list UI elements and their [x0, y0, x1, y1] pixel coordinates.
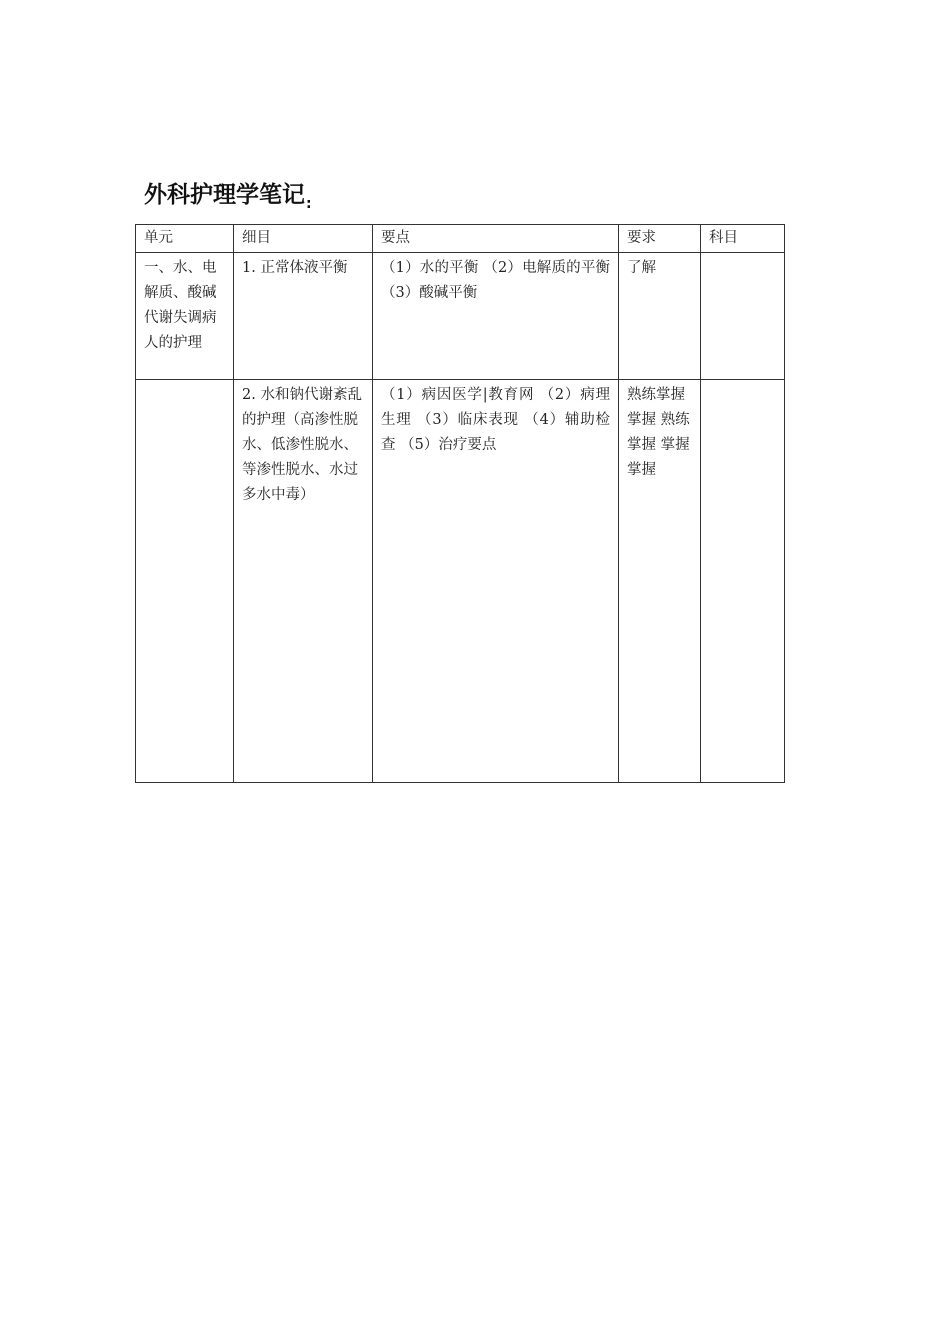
- document-title-suffix: :: [306, 196, 312, 212]
- table-row: [136, 253, 785, 380]
- cell-subject: [701, 380, 785, 783]
- cell-requirement: 了解: [619, 253, 701, 380]
- header-points: 要点: [373, 225, 619, 253]
- document-title: 外科护理学笔记: [144, 182, 305, 208]
- cell-detail: 2. 水和钠代谢紊乱的护理（高渗性脱水、低渗性脱水、等渗性脱水、水过多水中毒）: [234, 380, 373, 783]
- cell-unit: 一、水、电解质、酸碱代谢失调病人的护理: [136, 253, 234, 380]
- header-detail: 细目: [234, 225, 373, 253]
- syllabus-table: [135, 224, 785, 783]
- cell-unit: [136, 380, 234, 783]
- document-title-block: [144, 176, 312, 212]
- cell-points: [373, 380, 619, 783]
- cell-points: [373, 253, 619, 380]
- table-header-row: [136, 225, 785, 253]
- header-requirement: 要求: [619, 225, 701, 253]
- cell-requirement: 熟练掌握 掌握 熟练掌握 掌握 掌握: [619, 380, 701, 783]
- cell-subject: [701, 253, 785, 380]
- cell-detail: 1. 正常体液平衡: [234, 253, 373, 380]
- cell-points-text: （1）病因医学|教育网 （2）病理生理 （3）临床表现 （4）辅助检查 （5）治疗要点: [381, 387, 610, 453]
- header-unit: 单元: [136, 225, 234, 253]
- table-row: [136, 380, 785, 783]
- cell-points-text: （1）水的平衡 （2）电解质的平衡 （3）酸碱平衡: [381, 260, 610, 301]
- header-subject: 科目: [701, 225, 785, 253]
